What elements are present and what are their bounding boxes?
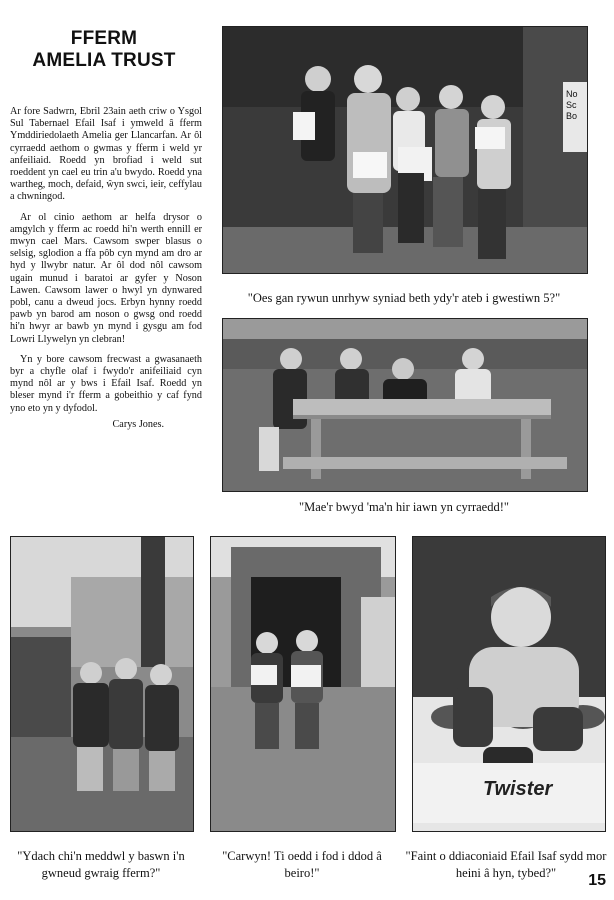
caption-photo-2: "Mae'r bwyd 'ma'n hir iawn yn cyrraedd!" xyxy=(299,500,509,514)
photo-children-worksheets xyxy=(222,26,588,274)
author: Carys Jones. xyxy=(112,418,164,430)
caption-photo-1: "Oes gan rywun unrhyw syniad beth ydy'r ateb i gwestiwn 5?" xyxy=(247,291,561,305)
photo-group-yard xyxy=(10,536,194,832)
caption-photo-4: "Carwyn! Ti oedd i fod i ddod â beiro!" xyxy=(222,849,382,880)
article-body xyxy=(10,106,202,431)
sign-letter-line: No xyxy=(566,89,578,99)
photo-twister-boy xyxy=(412,536,606,832)
photo-boys-shed xyxy=(210,536,396,832)
paragraph-1: Ar fore Sadwrn, Ebril 23ain aeth criw o Ysgol Sul Tabernael Efail Isaf i ymweld â fferm Ymddiriedolaeth Amelia ger Llancarfan. Ar ôl cyrraedd aethom o gwmas y fferm i weld yr anfeiliaid. Roedd yn brofiad i weld sut roeddent yn cael eu trin a'u bwydo. Roedd yna wartheg, moch, defaid, ŵyn swci, ieir, ceffylau a chwningod. xyxy=(10,106,202,203)
sign-letter-line: Bo xyxy=(566,111,578,121)
sign-text xyxy=(566,89,578,121)
paragraph-2: Ar ol cinio aethom ar helfa drysor o amgylch y fferm ac roedd hi'n werth ennill er mwyn cael Mars. Cawsom swper blasus o selsig, sglodion a ffa pôb cyn mynd am dro ar hyd y llwybr natur. Ar ôl dod nôl cawsom ugain munud i baratoi ar gyfer y Noson Lawen. Cawsom lawer o hwyl yn dynwared pobl, canu a dweud jocs. Erbyn hynny roedd pawb yn barod am noson o gwsg ond roedd hi'n hwyr ar bawb yn mynd i gysgu am fod Lowri Llywelyn yn clebran! xyxy=(10,211,202,345)
photo-picnic-table xyxy=(222,318,588,492)
sign-letter-line: Sc xyxy=(566,100,577,110)
twister-text: Twister xyxy=(483,778,553,800)
twister-logo-text xyxy=(483,778,553,800)
article-title xyxy=(10,28,198,72)
caption-photo-3: "Ydach chi'n meddwl y baswn i'n gwneud gwraig fferm?" xyxy=(17,849,185,880)
caption-photo-5: "Faint o ddiaconiaid Efail Isaf sydd mor heini â hyn, tybed?" xyxy=(405,849,607,880)
paragraph-3: Yn y bore cawsom frecwast a gwasanaeth byr a chyfle olaf i fwydo'r anifeiliaid cyn mynd nôl ar y bws i Efail Isaf. Roedd yn bleser mynd i'r fferm a gobeithio y caf fynd yno eto yn y dyfodol. xyxy=(10,353,202,414)
page-number: 15 xyxy=(588,872,606,889)
title-line-1: FFERM xyxy=(70,28,138,49)
title-line-2: AMELIA TRUST xyxy=(32,50,176,71)
